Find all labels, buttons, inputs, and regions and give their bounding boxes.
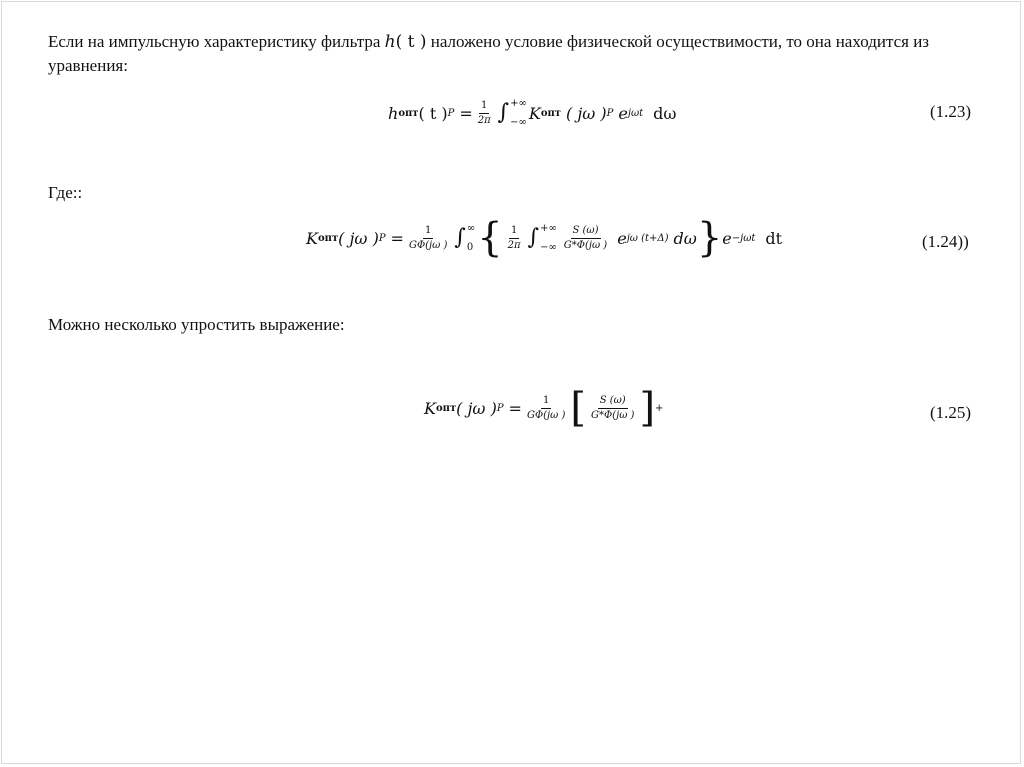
- eq1-arg-t: ( t ): [418, 103, 448, 123]
- eq2-e2: e: [722, 228, 732, 248]
- where-label: Где::: [48, 183, 83, 202]
- eq2-k: K: [306, 228, 318, 248]
- eq1-h: h: [388, 103, 399, 123]
- eq1-fraction: [476, 100, 493, 127]
- eq3-k: K: [424, 398, 436, 418]
- eq3-fraction: [525, 395, 567, 422]
- eq1-dw: dω: [653, 103, 677, 123]
- eq2-spectral-fraction: [562, 225, 609, 252]
- eq3-bracket-open: [: [570, 385, 586, 431]
- eq1-k-opt-sub: опт: [540, 107, 561, 119]
- eq2-outer-integral: ∫ ∞ 0: [454, 223, 476, 253]
- eq2-inner-fraction: [506, 225, 523, 252]
- eq2-inner-den: 2π: [507, 239, 521, 251]
- eq2-exponent1: jω (t+Δ): [626, 232, 669, 244]
- intro-h-symbol: h: [384, 32, 396, 52]
- eq2-spectral-num: S (ω): [571, 225, 601, 239]
- eq3-frac-den: GΦ(jω ): [526, 409, 566, 421]
- eq2-opt-sub: опт: [317, 232, 339, 244]
- eq2-spectral-den: G*Φ(jω ): [563, 239, 608, 251]
- eq3-frac-num: 1: [541, 395, 551, 409]
- eq3-arg-jw: ( jω ): [456, 398, 497, 418]
- eq1-integral: ∫ +∞ −∞: [497, 98, 527, 128]
- eq2-inner-integral: ∫ +∞ −∞: [527, 223, 557, 253]
- eq2-number: (1.24)): [922, 232, 969, 251]
- equation-1-23: [388, 98, 676, 128]
- eq1-frac-num: 1: [479, 100, 489, 114]
- eq2-frac-num: 1: [423, 225, 433, 239]
- eq2-inner-lower: −∞: [540, 242, 557, 253]
- intro-text-end: наложено условие физической осуществимости, то она находится из уравнения:: [48, 32, 930, 75]
- simplify-paragraph: Можно несколько упростить выражение:: [48, 315, 345, 334]
- intro-text-start: Если на импульсную характеристику фильтра: [48, 32, 385, 51]
- eq1-upper-limit: +∞: [510, 98, 527, 109]
- eq2-inner-upper: +∞: [540, 223, 557, 234]
- eq3-plus-sub: +: [655, 402, 664, 414]
- eq1-lower-limit: −∞: [510, 117, 527, 128]
- equation-1-25: [424, 385, 664, 431]
- eq1-equals: =: [459, 103, 473, 123]
- eq1-frac-den: 2π: [477, 114, 491, 126]
- eq1-k: K: [528, 103, 541, 123]
- eq2-p-sub: P: [378, 232, 386, 244]
- eq3-spectral-num: S (ω): [598, 395, 628, 409]
- eq2-e1: e: [617, 228, 627, 248]
- eq1-arg-jw: ( jω ): [566, 103, 607, 123]
- eq2-outer-upper: ∞: [466, 223, 476, 234]
- eq1-number: (1.23): [930, 102, 972, 121]
- eq1-k-p-sub: P: [606, 107, 614, 119]
- eq2-dt: dt: [765, 228, 783, 248]
- eq2-dw: dω: [673, 228, 697, 248]
- eq3-spectral-fraction: [589, 395, 636, 422]
- eq1-e: e: [618, 103, 628, 123]
- intro-paragraph: [48, 30, 988, 77]
- eq2-inner-num: 1: [509, 225, 519, 239]
- eq2-brace-close: }: [696, 215, 723, 261]
- eq3-spectral-den: G*Φ(jω ): [591, 409, 635, 421]
- eq2-exponent2: −jωt: [731, 232, 756, 244]
- eq2-frac-den: GΦ(jω ): [408, 239, 448, 251]
- eq2-brace-open: {: [477, 215, 503, 261]
- eq3-bracket-close: ]: [639, 385, 656, 431]
- eq3-equals: =: [508, 398, 522, 418]
- eq3-number: (1.25): [930, 403, 972, 422]
- eq2-equals: =: [390, 228, 404, 248]
- eq3-p-sub: P: [496, 402, 504, 414]
- eq2-outer-lower: 0: [466, 242, 474, 253]
- eq1-opt-sub: опт: [398, 107, 419, 119]
- eq1-p-sub: P: [447, 107, 455, 119]
- eq2-arg-jw: ( jω ): [338, 228, 379, 248]
- intro-t-arg: ( t ): [395, 32, 427, 52]
- equation-1-24: [306, 215, 783, 261]
- eq3-opt-sub: опт: [435, 402, 457, 414]
- eq2-fraction: [407, 225, 449, 252]
- eq1-exponent: jωt: [627, 107, 644, 119]
